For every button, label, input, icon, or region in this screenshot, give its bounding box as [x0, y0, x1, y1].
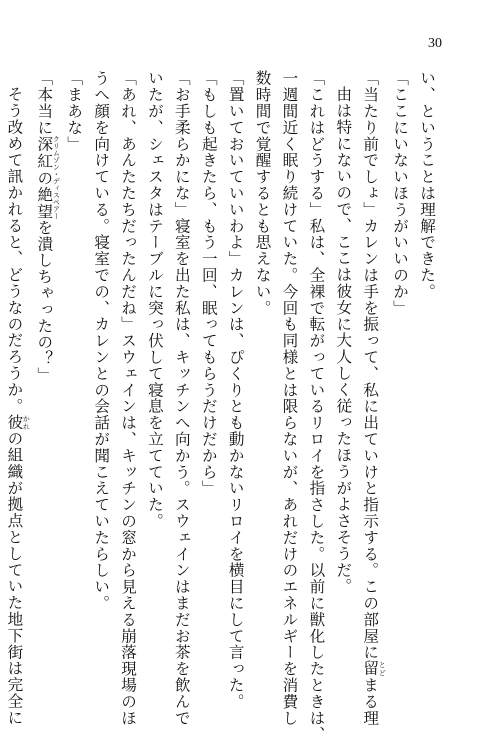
text-line-16 — [1, 70, 31, 726]
text-line-5: 「これはどうする」私は、全裸で転がっているリロイを指さした。以前に獣化したときは、 — [307, 70, 326, 742]
text-segment: 「本当に — [35, 70, 54, 136]
ruby-kare: 彼 かれ — [5, 413, 31, 430]
ruby-tomaru: 留 とど — [361, 660, 387, 677]
text-line-4: 由は特にないので、ここは彼女に大人しく従ったほうがよさそうだ。 — [334, 85, 353, 594]
text-line-6: 一週間近く眠り続けていた。今回も同様とは限らないが、あれだけのエネルギーを消費し — [280, 70, 299, 726]
text-line-13: うへ顔を向けている。寝室での、カレンとの会話が聞こえていたらしい。 — [92, 70, 111, 612]
body-text — [0, 70, 440, 742]
text-segment: を潰しちゃったの？」 — [35, 219, 54, 384]
text-line-2: 「ここにいないほうがいいのか」 — [391, 70, 410, 316]
text-line-11: いたが、シェスタはテーブルに突っ伏して寝息を立てていた。 — [145, 70, 164, 530]
text-line-14: 「まあな」 — [65, 70, 84, 152]
text-line-1: い、ということは理解できた。 — [418, 70, 436, 300]
text-line-10: 「お手柔らかにな」寝室を出た私は、キッチンへ向かう。スウェインはまだお茶を飲んで — [172, 70, 191, 726]
text-line-9: 「もしも起きたら、もう一回、眠ってもらうだけだから」 — [199, 70, 218, 497]
text-line-7: 数時間で覚醒するとも思えない。 — [253, 70, 272, 316]
text-segment: まる理 — [361, 676, 380, 727]
text-line-12: 「あれ、あんたたちだったんだね」スウェインは、キッチンの窓から見える崩落現場のほ — [119, 70, 138, 726]
text-segment: 「当たり前でしょ」カレンは手を振って、私に出ていけと指示する。この部屋に — [361, 70, 380, 661]
page-number: 30 — [428, 36, 442, 51]
text-segment: そう改めて訊かれると、どうなのだろうか。 — [5, 85, 24, 414]
text-line-15 — [30, 70, 60, 690]
text-segment: の組織が拠点としていた地下街は完全に — [5, 430, 24, 726]
text-line-8: 「置いておいていいわよ」カレンは、ぴくりとも動かないリロイを横目にして言った。 — [226, 70, 245, 710]
ruby-crimson-despair: 深紅の絶望 クリムゾン・ディスペアー — [35, 135, 61, 220]
text-line-3 — [356, 70, 387, 727]
